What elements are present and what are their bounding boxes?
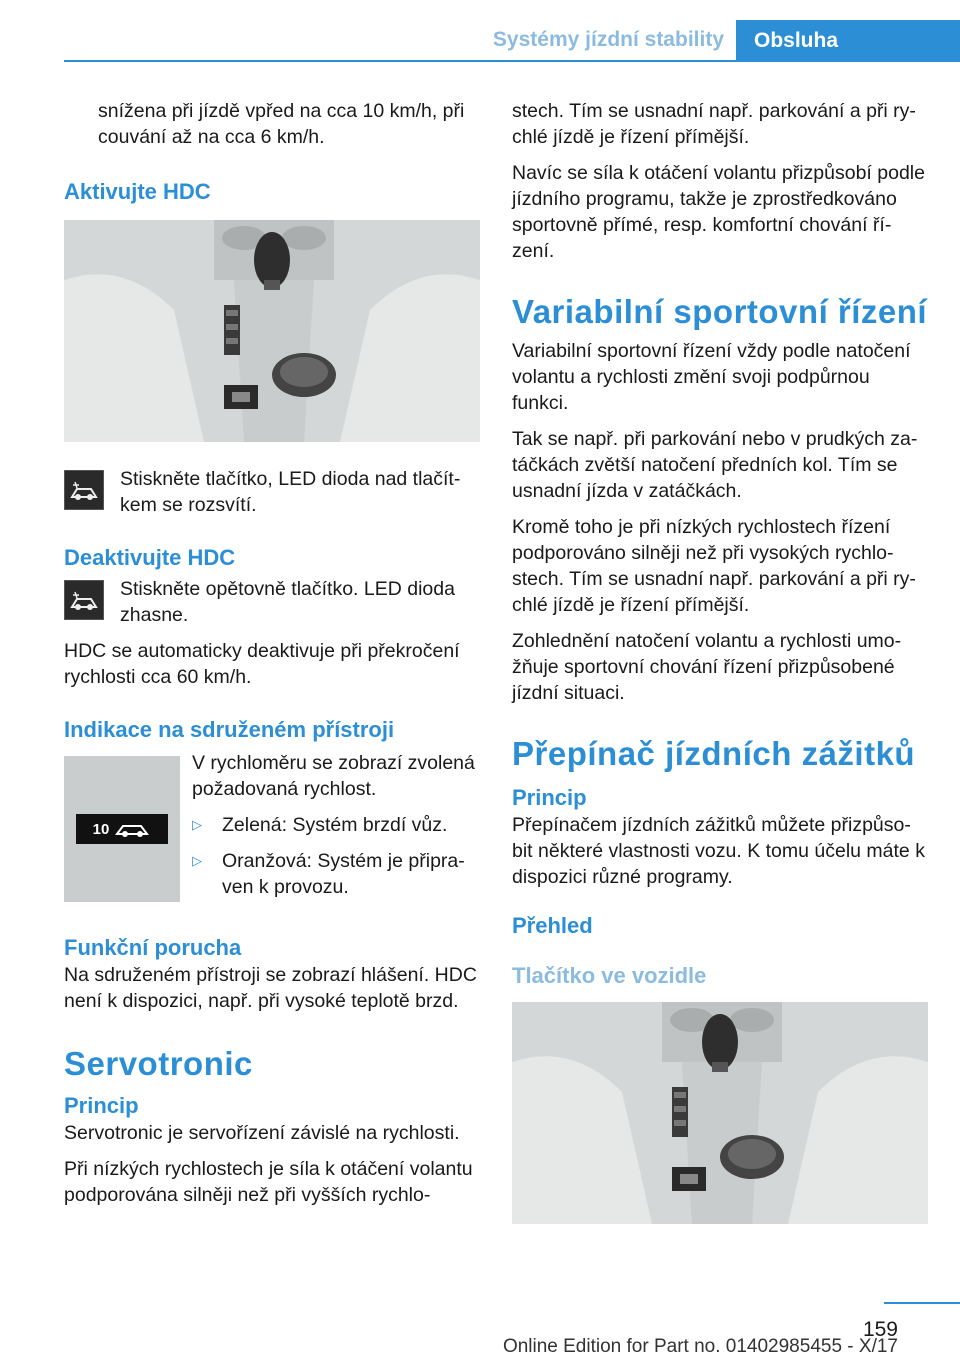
indication-heading: Indikace na sdruženém přístroji — [64, 717, 395, 742]
continuation-p2: Navíc se síla k otáčení volantu přizpůsobí podle jízdního programu, takže je zprostředkováno sportovně přímé, resp. komfortní chování ří‐zení. — [512, 162, 925, 262]
servotronic-principle-heading: Princip — [64, 1093, 139, 1118]
hdc-button-icon — [64, 470, 104, 510]
activate-instruction — [64, 466, 480, 518]
deactivate-instruction — [64, 576, 480, 628]
hdc-button-icon — [64, 580, 104, 620]
footer-rule — [884, 1302, 960, 1304]
activate-hdc-heading: Aktivujte HDC — [64, 179, 211, 204]
vss-p4: Zohlednění natočení volantu a rychlosti umo‐žňuje sportovní chování řízení přizpůsobené jízdní situaci. — [512, 630, 902, 704]
center-console-illustration — [64, 220, 480, 442]
activate-instruction-text: Stiskněte tlačítko, LED dioda nad tlačít‐kem se rozsvítí. — [120, 468, 461, 516]
header-rule — [64, 60, 960, 62]
continuation-p1: stech. Tím se usnadní např. parkování a při ry‐chlé jízdě je řízení přímější. — [512, 100, 916, 148]
fault-heading: Funkční porucha — [64, 935, 242, 960]
header-chapter-tab: Obsluha — [736, 20, 960, 62]
intro-continuation: snížena při jízdě vpřed na cca 10 km/h, při couvání až na cca 6 km/h. — [98, 100, 465, 148]
center-console-photo — [64, 220, 480, 442]
center-console-photo — [512, 1002, 928, 1224]
edition-footer: Online Edition for Part no. 01402985455 - X/17 — [502, 1336, 898, 1357]
vss-p3: Kromě toho je při nízkých rychlostech řízení podporováno silněji než při vysokých rychlo‐stech. Tím se usnadní např. parkování a při ry‐chlé jízdě je řízení přímější. — [512, 516, 916, 616]
auto-deactivate-text: HDC se automaticky deaktivuje při překročení rychlosti cca 60 km/h. — [64, 640, 460, 688]
servotronic-heading: Servotronic — [64, 1045, 253, 1082]
fault-text: Na sdruženém přístroji se zobrazí hlášení. HDC není k dispozici, např. při vysoké teplotě brzd. — [64, 964, 477, 1012]
bullet-orange-text: Oranžová: Systém je připra‐ven k provozu. — [222, 850, 465, 898]
button-in-vehicle-heading: Tlačítko ve vozidle — [512, 963, 707, 988]
indication-details — [192, 750, 480, 910]
servotronic-p1: Servotronic je servořízení závislé na rychlosti. — [64, 1122, 460, 1144]
deactivate-instruction-text: Stiskněte opětovně tlačítko. LED dioda zhasne. — [120, 578, 455, 626]
variable-sport-steering-heading: Variabilní sportovní řízení — [512, 293, 928, 330]
driving-experience-switch-heading: Přepínač jízdních zážitků — [512, 735, 916, 772]
set-speed-value: 10 — [92, 820, 110, 838]
speedometer-indicator-image — [64, 756, 180, 902]
overview-heading: Přehled — [512, 913, 593, 938]
switch-p1: Přepínačem jízdních zážitků můžete přizpůso‐bit některé vlastnosti vozu. K tomu účelu máte k dispozici různé programy. — [512, 814, 925, 888]
center-console-illustration — [512, 1002, 928, 1224]
list-item — [192, 848, 480, 900]
hdc-indicator-display — [76, 814, 168, 844]
servotronic-p2: Při nízkých rychlostech je síla k otáčení volantu podporována silněji než při vyšších rychlo‐ — [64, 1158, 473, 1206]
bullet-green-text: Zelená: Systém brzdí vůz. — [222, 814, 448, 836]
deactivate-hdc-heading: Deaktivujte HDC — [64, 545, 236, 570]
indication-block — [64, 750, 480, 910]
indication-text: V rychloměru se zobrazí zvolená požadovaná rychlost. — [192, 752, 475, 800]
list-item — [192, 812, 480, 838]
right-column — [512, 98, 928, 1224]
triangle-bullet-icon: ▷ — [192, 853, 202, 868]
switch-principle-heading: Princip — [512, 785, 587, 810]
triangle-bullet-icon: ▷ — [192, 817, 202, 832]
vss-p1: Variabilní sportovní řízení vždy podle natočení volantu a rychlosti změní svoji podpůrnou funkci. — [512, 340, 911, 414]
header-section-title: Systémy jízdní stability — [492, 28, 724, 51]
page-number: 159 — [862, 1318, 898, 1341]
left-column — [64, 98, 480, 1218]
hdc-car-icon — [115, 820, 151, 838]
vss-p2: Tak se např. při parkování nebo v prudkých za‐táčkách zvětší natočení předních kol. Tím se usnadní jízda v zatáčkách. — [512, 428, 918, 502]
